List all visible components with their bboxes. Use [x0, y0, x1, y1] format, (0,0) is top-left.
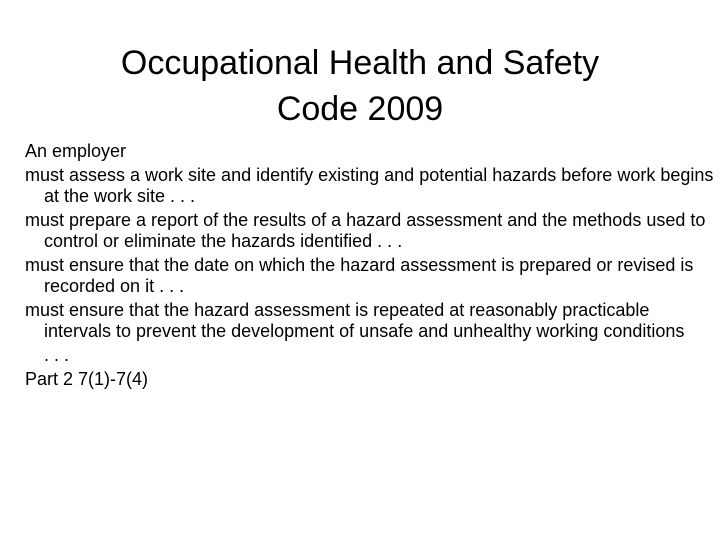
slide-title-line-1: Occupational Health and Safety: [120, 44, 600, 82]
slide-body-text: [25, 141, 715, 393]
body-line-ellipsis: . . .: [44, 345, 70, 365]
body-line-intro: An employer: [25, 141, 127, 161]
body-line-report: must prepare a report of the results of a hazard assessment and the methods used to control or eliminate the hazards identified . . .: [25, 210, 706, 251]
slide-title-line-2: Code 2009: [276, 90, 444, 128]
body-line-date: must ensure that the date on which the hazard assessment is prepared or revised is recorded on it . . .: [25, 255, 694, 296]
body-line-assess: must assess a work site and identify existing and potential hazards before work begins at the work site . . .: [25, 165, 714, 206]
slide-title: [0, 40, 720, 132]
body-line-repeat: must ensure that the hazard assessment is repeated at reasonably practicable intervals to prevent the development of unsafe and unhealthy working conditions: [25, 300, 685, 341]
body-line-citation: Part 2 7(1)-7(4): [25, 369, 149, 389]
